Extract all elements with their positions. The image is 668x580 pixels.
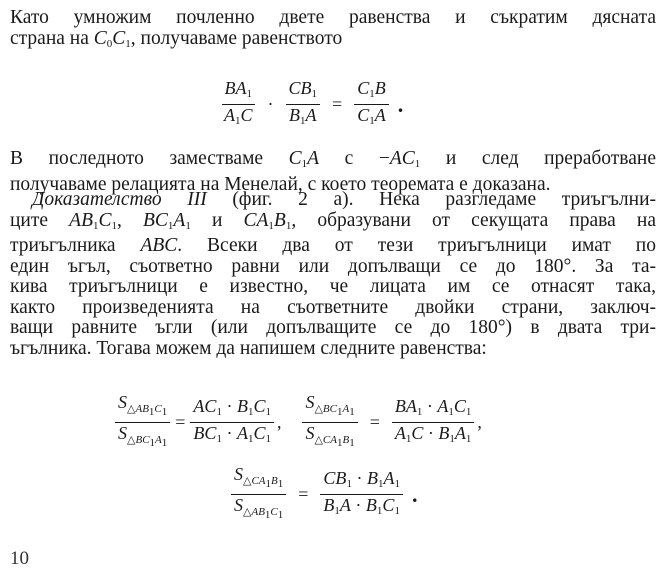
text-line: ците $AB_1C_1$, $BC_1A_1$ и $CA_1B_1$, образувани от секущата права на: [10, 209, 656, 232]
fraction: $\frac{S_{\triangle CA_1B_1}}{S_{\triangle AB_1C_1}}$: [231, 464, 286, 525]
intro-paragraph: [10, 8, 656, 54]
fraction: $\frac{S_{\triangle AB_1C_1}}{S_{\triangle BC_1A_1}}$: [115, 392, 170, 453]
text-line: кива триъгълници е известно, че лицата им се отнасят така,: [10, 276, 656, 297]
text-line: В последното заместваме $C_1A$ $с -AC_1$ и след преработване: [10, 148, 656, 170]
fraction: $\frac{S_{\triangle BC_1A_1}}{S_{\triangle CA_1B_1}}$: [302, 392, 357, 453]
fraction: $\frac{BA_1}{A_1C}$: [221, 78, 256, 131]
page-number: 10: [10, 548, 29, 569]
fraction: $\frac{CB_1 \cdot B_1A_1}{B_1A \cdot B_1C_1}$: [320, 468, 403, 521]
text-line: ващи равните ъгли (или допълващите се до 180°) в двата три-: [10, 317, 656, 338]
text-line: триъгълника ABC. Всеки два от тези триъгълници имат по: [10, 235, 656, 256]
area-ratio-formulas: $\frac{S_{\triangle AB_1C_1}}{S_{\triangle BC_1A_1}}$ = $\frac{AC_1 \cdot B_1C_1}{BC_1 \cdot A_1C_1}$ , $\frac{S_{\triangle BC_1A_1}}{S_{\triangle CA_1B_1}}$ = $\frac{BA_1 \cdot A_1C_1}{A_1C \cdot B_1A_1}$ ,: [112, 392, 482, 453]
text-line: получаваме релацията на Менелай, с което теоремата е доказана.: [10, 173, 551, 195]
fraction: $\frac{AC_1 \cdot B_1C_1}{BC_1 \cdot A_1C_1}$: [190, 396, 274, 449]
fraction: $\frac{BA_1 \cdot A_1C_1}{A_1C \cdot B_1A_1}$: [392, 396, 475, 449]
fraction: $\frac{CB_1}{B_1A}$: [286, 78, 321, 131]
menelaus-ratio-formula: $\frac{BA_1}{A_1C}$ · $\frac{CB_1}{B_1A}$ = $\frac{C_1B}{C_1A}$ .: [218, 78, 403, 131]
proof-heading: Доказателство III: [32, 189, 207, 210]
text-line: Като умножим почленно двете равенства и съкратим дясната: [10, 7, 656, 28]
text-line: Доказателство III (фиг. 2 а). Нека разгледаме триъгълни-: [32, 189, 656, 210]
fraction: $\frac{C_1B}{C_1A}$: [354, 78, 389, 131]
proof-three-paragraph: [10, 190, 656, 359]
text-line: както произведенията на съответните двойки страни, заключ-: [10, 296, 656, 318]
text-line: един ъгъл, съответно равни или допълващи се до 180°. За та-: [10, 255, 656, 277]
third-area-ratio-formula: $\frac{S_{\triangle CA_1B_1}}{S_{\triangle AB_1C_1}}$ = $\frac{CB_1 \cdot B_1A_1}{B_1A \cdot B_1C_1}$ .: [228, 464, 417, 525]
text-line: ъгълника. Тогава можем да напишем следните равенства:: [10, 337, 487, 359]
text-line: страна на $C_0C_1$, получаваме равенството: [10, 27, 343, 50]
